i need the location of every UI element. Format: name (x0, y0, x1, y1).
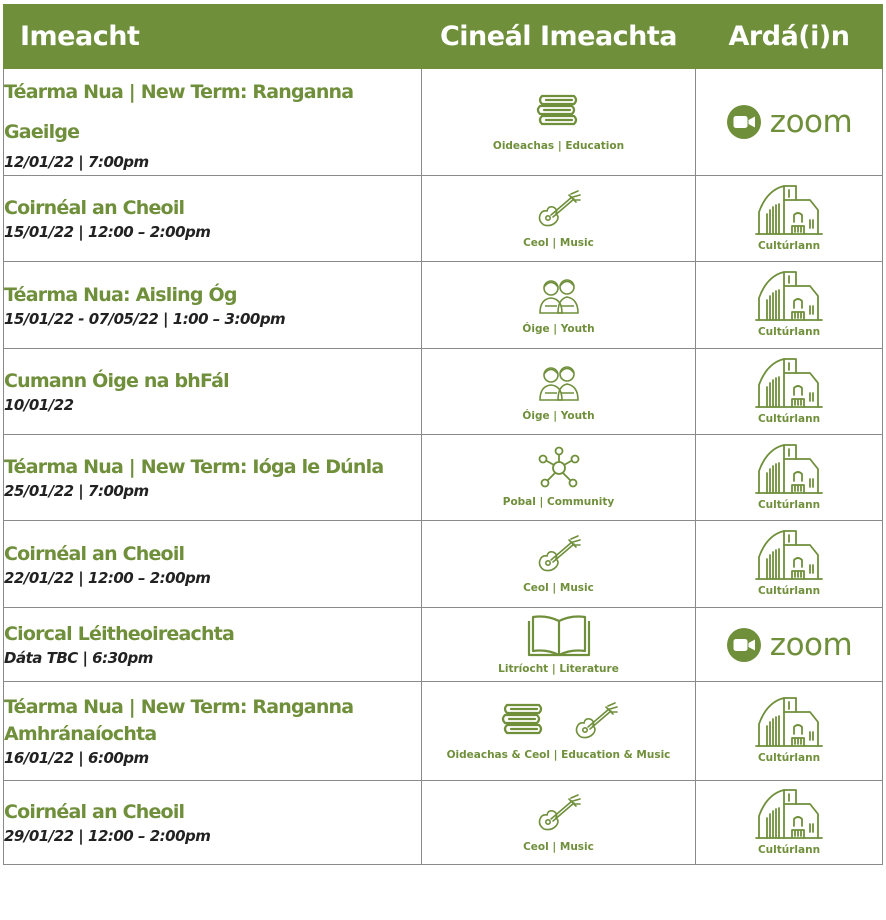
event-cell (4, 69, 422, 176)
platform-cell (696, 69, 883, 176)
type-cell (422, 521, 696, 608)
event-title: Téarma Nua | New Term: Ranganna Amhránaíochta (4, 696, 354, 745)
platform-cell (696, 349, 883, 435)
platform-cell (696, 608, 883, 682)
header-row (4, 5, 883, 69)
type-label: Óige | Youth (522, 409, 595, 422)
event-cell (4, 435, 422, 521)
books-icon (499, 701, 549, 741)
culturlann-building-icon (696, 441, 882, 495)
type-label: Oideachas & Ceol | Education & Music (446, 749, 671, 761)
type-icons (422, 358, 695, 406)
event-date: 29/01/22 | 12:00 – 2:00pm (4, 827, 211, 845)
type-label: Ceol | Music (523, 582, 594, 594)
culturlann-building-icon (696, 527, 882, 581)
event-title: Téarma Nua | New Term: Ióga le Dúnla (4, 456, 384, 478)
event-date: 16/01/22 | 6:00pm (4, 749, 149, 767)
community-network-icon (537, 446, 581, 490)
type-label: Oideachas | Education (492, 140, 625, 152)
type-label: Óige | Youth (522, 323, 595, 335)
type-icons (422, 789, 695, 837)
type-cell (422, 781, 696, 865)
platform-label: Cultúrlann (757, 752, 821, 764)
event-row (4, 608, 883, 682)
platform-label: Cultúrlann (757, 498, 821, 511)
zoom-logo (696, 104, 882, 140)
event-title: Coirnéal an Cheoil (4, 197, 185, 219)
event-date: 22/01/22 | 12:00 – 2:00pm (4, 568, 211, 587)
event-cell (4, 176, 422, 262)
youth-icon (536, 275, 582, 315)
event-date: Dáta TBC | 6:30pm (4, 649, 153, 667)
platform-label: Cultúrlann (757, 843, 821, 856)
platform-label: Cultúrlann (757, 585, 821, 597)
event-cell (4, 781, 422, 865)
event-cell (4, 349, 422, 435)
platform-cell (696, 521, 883, 608)
platform-label: Cultúrlann (757, 412, 821, 425)
event-date: 10/01/22 (4, 396, 74, 414)
event-cell (4, 682, 422, 781)
event-row (4, 521, 883, 608)
type-label: Ceol | Music (523, 236, 594, 249)
type-icons (422, 88, 695, 136)
event-row (4, 69, 883, 176)
event-row (4, 349, 883, 435)
guitar-icon (536, 189, 582, 229)
youth-icon (536, 362, 582, 402)
culturlann-building-icon (696, 694, 882, 748)
type-cell (422, 349, 696, 435)
platform-label: Cultúrlann (757, 239, 821, 252)
event-cell (4, 608, 422, 682)
culturlann-building-icon (696, 268, 882, 322)
culturlann-building-icon (696, 355, 882, 409)
header-event-type: Cineál Imeachta (422, 5, 696, 69)
platform-cell (696, 682, 883, 781)
platform-cell (696, 435, 883, 521)
type-cell (422, 608, 696, 682)
event-date: 15/01/22 | 12:00 – 2:00pm (4, 223, 211, 241)
events-table (3, 4, 883, 865)
event-title: Coirnéal an Cheoil (4, 542, 185, 565)
open-book-icon (527, 613, 591, 657)
zoom-wordmark: zoom (769, 626, 853, 663)
event-row (4, 781, 883, 865)
guitar-icon (536, 534, 582, 574)
platform-cell (696, 781, 883, 865)
guitar-icon (536, 793, 582, 833)
event-row (4, 176, 883, 262)
type-cell (422, 176, 696, 262)
type-label: Pobal | Community (502, 495, 615, 508)
zoom-camera-icon (726, 627, 762, 663)
type-icons (422, 530, 695, 578)
event-title: Téarma Nua | New Term: Ranganna Gaeilge (4, 81, 354, 143)
header-event: Imeacht (4, 5, 422, 69)
culturlann-building-icon (696, 786, 882, 840)
type-icons (422, 444, 695, 492)
platform-cell (696, 262, 883, 349)
guitar-icon (573, 701, 619, 741)
event-cell (4, 521, 422, 608)
type-icons (422, 697, 695, 745)
event-date: 12/01/22 | 7:00pm (4, 153, 149, 171)
event-row (4, 262, 883, 349)
type-label: Ceol | Music (523, 840, 594, 853)
type-icons (422, 185, 695, 233)
event-date: 15/01/22 - 07/05/22 | 1:00 – 3:00pm (4, 309, 286, 328)
event-cell (4, 262, 422, 349)
event-title: Téarma Nua: Aisling Óg (4, 283, 237, 306)
event-row (4, 682, 883, 781)
header-platform: Ardá(i)n (696, 5, 883, 69)
event-date: 25/01/22 | 7:00pm (4, 482, 149, 500)
zoom-logo (696, 627, 882, 663)
type-cell (422, 69, 696, 176)
event-title: Ciorcal Léitheoireachta (4, 623, 235, 645)
type-icons (422, 611, 695, 659)
platform-label: Cultúrlann (757, 326, 821, 338)
type-cell (422, 262, 696, 349)
event-row (4, 435, 883, 521)
type-cell (422, 435, 696, 521)
event-title: Coirnéal an Cheoil (4, 801, 185, 823)
zoom-wordmark: zoom (769, 104, 853, 140)
books-icon (534, 92, 584, 132)
type-icons (422, 271, 695, 319)
culturlann-building-icon (696, 182, 882, 236)
type-cell (422, 682, 696, 781)
event-title: Cumann Óige na bhFál (4, 370, 229, 392)
platform-cell (696, 176, 883, 262)
zoom-camera-icon (726, 104, 762, 140)
type-label: Litríocht | Literature (498, 662, 619, 675)
